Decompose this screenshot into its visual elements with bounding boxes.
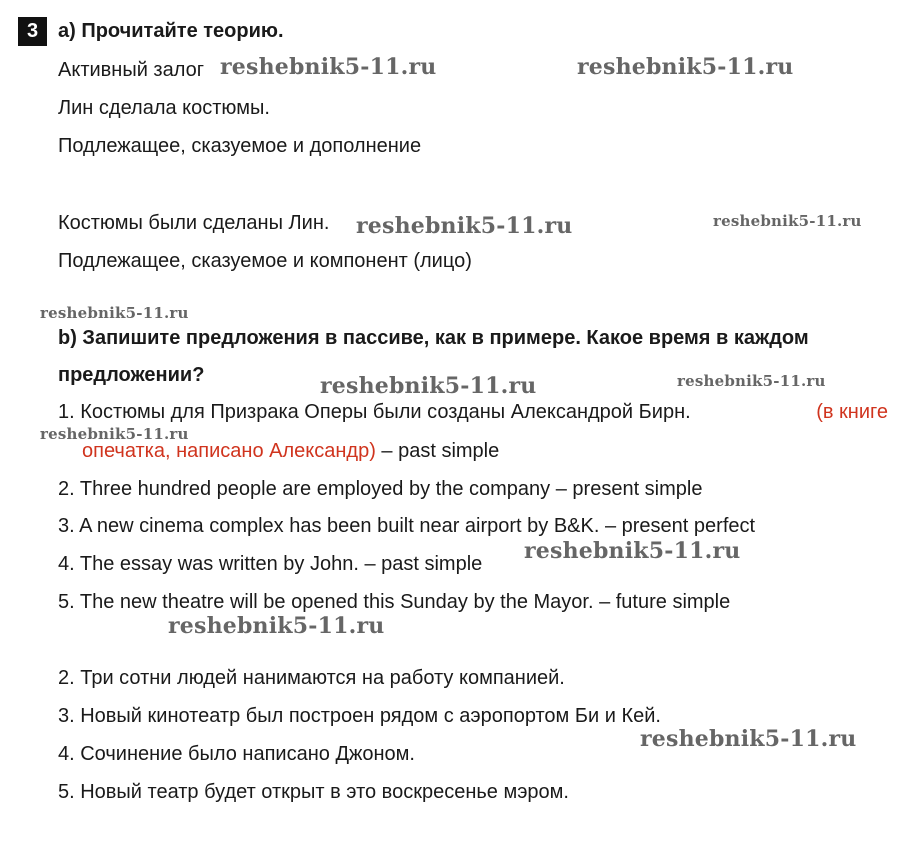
item-en-5: 5. The new theatre will be opened this Sunday by the Mayor. – future simple [58,591,731,613]
watermark: reshebnik5-11.ru [677,372,826,390]
watermark: reshebnik5-11.ru [713,212,862,230]
passive-structure: Подлежащее, сказуемое и компонент (лицо) [58,250,472,272]
watermark: reshebnik5-11.ru [524,538,741,564]
watermark: reshebnik5-11.ru [356,213,573,239]
passive-example: Костюмы были сделаны Лин. [58,212,330,234]
item-en-3: 3. A new cinema complex has been built near airport by B&K. – present perfect [58,515,756,537]
item-ru-5: 5. Новый театр будет открыт в это воскресенье мэром. [58,781,569,803]
part-b-heading-line2: предложении? [58,364,205,386]
watermark: reshebnik5-11.ru [577,54,794,80]
watermark: reshebnik5-11.ru [220,54,437,80]
item-ru-3: 3. Новый кинотеатр был построен рядом с аэропортом Би и Кей. [58,705,661,727]
item-en-2: 2. Three hundred people are employed by the company – present simple [58,478,703,500]
item-1-line1 [58,401,888,424]
active-voice-label: Активный залог [58,59,205,81]
task-number-badge: 3 [18,17,47,46]
item-ru-2: 2. Три сотни людей нанимаются на работу компанией. [58,667,565,689]
active-example: Лин сделала костюмы. [58,97,270,119]
part-b-heading-line1: b) Запишите предложения в пассиве, как в примере. Какое время в каждом [58,327,809,349]
item-ru-4: 4. Сочинение было написано Джоном. [58,743,415,765]
watermark: reshebnik5-11.ru [40,425,189,443]
item-en-4: 4. The essay was written by John. – past simple [58,553,483,575]
watermark: reshebnik5-11.ru [40,304,189,322]
active-structure: Подлежащее, сказуемое и дополнение [58,135,422,157]
watermark: reshebnik5-11.ru [168,613,385,639]
item-1-line2 [82,440,499,463]
item-1-tense: – past simple [375,440,500,462]
watermark: reshebnik5-11.ru [320,373,537,399]
watermark: reshebnik5-11.ru [640,726,857,752]
item-1-note-end: опечатка, написано Александр) [82,440,376,462]
part-a-heading: a) Прочитайте теорию. [58,20,284,42]
item-1-text: 1. Костюмы для Призрака Оперы были созданы Александрой Бирн. [58,401,691,423]
item-1-note-start: (в книге [816,401,888,423]
